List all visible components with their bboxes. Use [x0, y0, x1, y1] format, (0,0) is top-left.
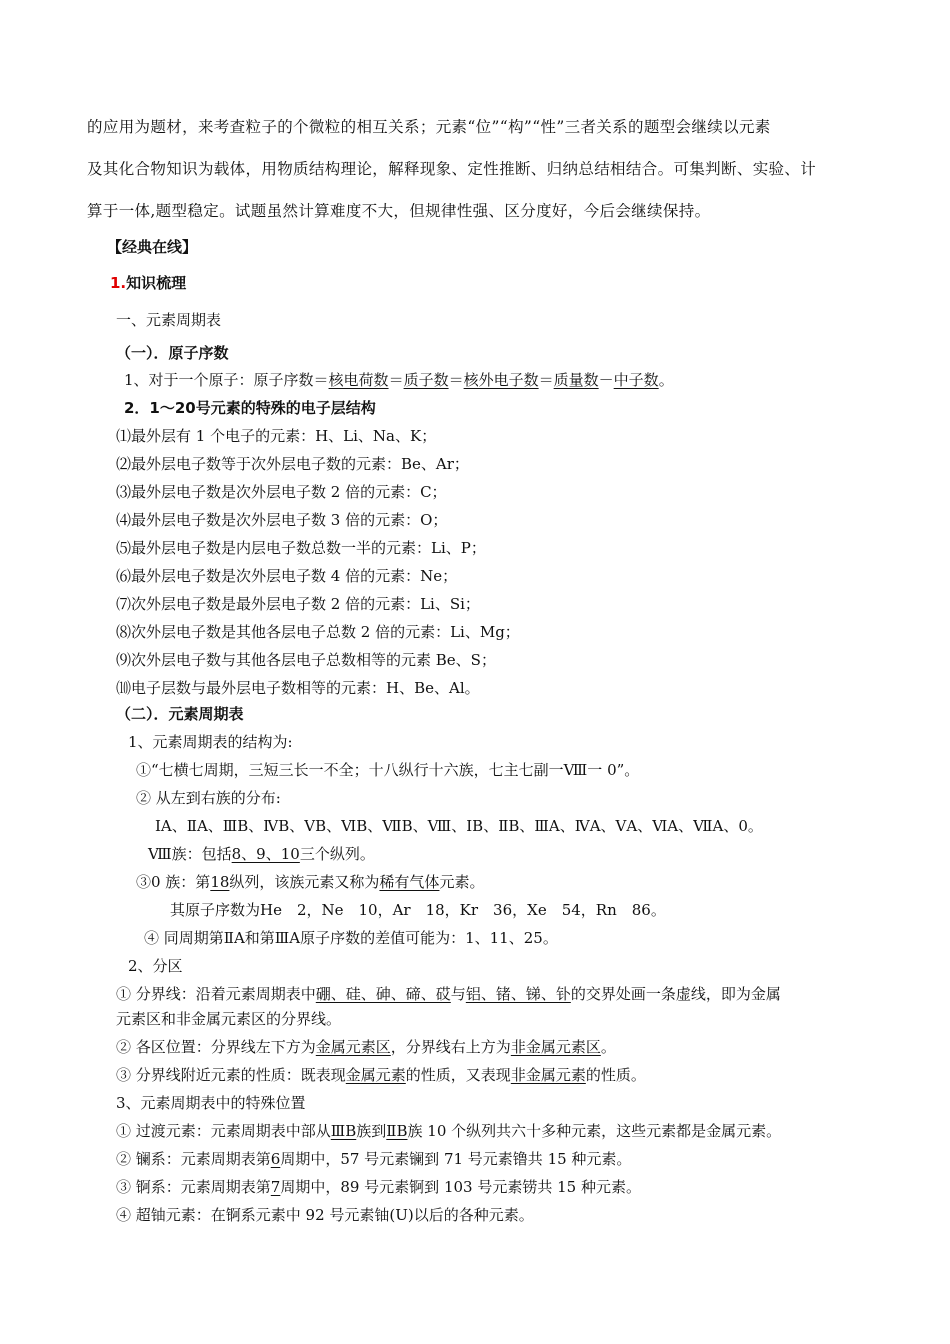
boundary-line [116, 983, 781, 1005]
list-item: ⑵最外层电子数等于次外层电子数的元素：Be、Ar； [116, 455, 469, 473]
subsection-text: 知识梳理 [126, 274, 187, 292]
noble-gas-numbers: 其原子序数为He 2，Ne 10，Ar 18，Kr 36，Xe 54，Rn 86。 [170, 901, 666, 919]
underlined-term: 非金属元素 [510, 1066, 586, 1084]
text: 的交界处画一条虚线，即为金属 [570, 985, 781, 1003]
text: ③0 族：第 [136, 873, 211, 891]
underlined-term: 核电荷数 [328, 371, 389, 389]
list-item: ⑸最外层电子数是内层电子数总数一半的元素：Li、P； [116, 539, 486, 557]
text: ③ 分界线附近元素的性质：既表现 [116, 1066, 346, 1084]
group-sequence: ⅠA、ⅡA、ⅢB、ⅣB、ⅤB、ⅥB、ⅦB、Ⅷ、ⅠB、ⅡB、ⅢA、ⅣA、ⅤA、ⅥA、ⅦA、0。 [155, 817, 763, 835]
intro-line-1: 的应用为题材，来考查粒子的个微粒的相互关系；元素“位”“构”“性”三者关系的题型会继续以元素 [87, 118, 771, 136]
text: ② 各区位置：分界线左下方为 [116, 1038, 316, 1056]
underlined-term: 中子数 [613, 371, 659, 389]
underlined-term: ⅢB [330, 1122, 357, 1140]
underlined-term: 硼、硅、砷、碲、砹 [315, 985, 451, 1003]
underlined-term: 金属元素 [345, 1066, 406, 1084]
text: ＝ [388, 371, 404, 389]
list-item: ⑼次外层电子数与其他各层电子总数相等的元素 Be、S； [116, 651, 496, 669]
list-item: ⑺次外层电子数是最外层电子数 2 倍的元素：Li、Si； [116, 595, 480, 613]
text: ① 过渡元素：元素周期表中部从 [116, 1122, 331, 1140]
list-item: ⑻次外层电子数是其他各层电子总数 2 倍的元素：Li、Mg； [116, 623, 520, 641]
text: ＝ [448, 371, 464, 389]
lanthanide-line [116, 1148, 631, 1170]
text: ① 分界线：沿着元素周期表中 [116, 985, 316, 1003]
text: 的性质。 [585, 1066, 646, 1084]
text: 。 [600, 1038, 616, 1056]
list-item: ⑹最外层电子数是次外层电子数 4 倍的元素：Ne； [116, 567, 458, 585]
text: 1、对于一个原子：原子序数＝ [124, 371, 329, 389]
text: 族到 [356, 1122, 387, 1140]
transition-line [116, 1120, 781, 1142]
underlined-term: ⅡB [386, 1122, 408, 1140]
atomic-difference-line: ④ 同周期第ⅡA和第ⅢA原子序数的差值可能为：1、11、25。 [144, 929, 558, 947]
underlined-term: 核外电子数 [463, 371, 539, 389]
periodic-table-title: （二）．元素周期表 [116, 705, 244, 723]
text: 周期中，57 号元素镧到 71 号元素镥共 15 种元素。 [280, 1150, 632, 1168]
underlined-term: 6 [270, 1150, 281, 1168]
underlined-term: 8、9、10 [231, 845, 300, 863]
text: ③ 锕系：元素周期表第 [116, 1178, 271, 1196]
text: 族 10 个纵列共六十多种元素，这些元素都是金属元素。 [407, 1122, 782, 1140]
underlined-term: 质子数 [403, 371, 449, 389]
underlined-term: 7 [270, 1178, 281, 1196]
underlined-term: 18 [210, 873, 230, 891]
section-title: 【经典在线】 [107, 238, 198, 256]
text: ② 镧系：元素周期表第 [116, 1150, 271, 1168]
text: 的性质，又表现 [405, 1066, 511, 1084]
text: 。 [658, 371, 674, 389]
text: 与 [450, 985, 466, 1003]
atomic-number-line [124, 369, 674, 391]
atomic-number-title: （一）．原子序数 [116, 344, 229, 362]
part-title: 一、元素周期表 [116, 311, 222, 329]
subsection-heading [110, 272, 186, 294]
text: 周期中，89 号元素锕到 103 号元素铹共 15 种元素。 [280, 1178, 641, 1196]
underlined-term: 稀有气体 [379, 873, 440, 891]
underlined-term: 质量数 [553, 371, 599, 389]
boundary-props-line [116, 1064, 646, 1086]
text: 元素。 [439, 873, 485, 891]
special-positions-title: 3、元素周期表中的特殊位置 [116, 1094, 306, 1112]
underlined-term: 铝、锗、锑、钋 [465, 985, 571, 1003]
text: Ⅷ族：包括 [148, 845, 232, 863]
structure-rhyme: ①“七横七周期，三短三长一不全；十八纵行十六族，七主七副一Ⅷ一 0”。 [136, 761, 640, 779]
list-item: ⑴最外层有 1 个电子的元素：H、Li、Na、K； [116, 427, 437, 445]
boundary-line-cont: 元素区和非金属元素区的分界线。 [116, 1010, 342, 1028]
actinide-line [116, 1176, 641, 1198]
intro-line-2: 及其化合物知识为载体，用物质结构理论，解释现象、定性推断、归纳总结相结合。可集判断、实验、计 [87, 160, 817, 178]
subsection-number: 1. [110, 274, 127, 292]
transuranium-line: ④ 超铀元素：在锕系元素中 92 号元素铀(U)以后的各种元素。 [116, 1206, 534, 1224]
structure-title: 1、元素周期表的结构为: [128, 733, 293, 751]
group-distribution-title: ② 从左到右族的分布: [136, 789, 281, 807]
list-item: ⑶最外层电子数是次外层电子数 2 倍的元素：C； [116, 483, 447, 501]
zero-group-line [136, 871, 484, 893]
underlined-term: 金属元素区 [315, 1038, 391, 1056]
group-viii-line [148, 843, 375, 865]
underlined-term: 非金属元素区 [510, 1038, 601, 1056]
text: ，分界线右上方为 [390, 1038, 511, 1056]
text: 纵列，该族元素又称为 [229, 873, 380, 891]
text: － [598, 371, 614, 389]
list-item: ⑽电子层数与最外层电子数相等的元素：H、Be、Al。 [116, 679, 480, 697]
intro-line-3: 算于一体,题型稳定。试题虽然计算难度不大，但规律性强、区分度好，今后会继续保持。 [87, 202, 711, 220]
list-item: ⑷最外层电子数是次外层电子数 3 倍的元素：O； [116, 511, 448, 529]
zones-title: 2、分区 [128, 957, 183, 975]
text: 三个纵列。 [299, 845, 375, 863]
text: ＝ [538, 371, 554, 389]
electron-shell-title: 2．1～20号元素的特殊的电子层结构 [124, 399, 376, 417]
zones-position-line [116, 1036, 616, 1058]
